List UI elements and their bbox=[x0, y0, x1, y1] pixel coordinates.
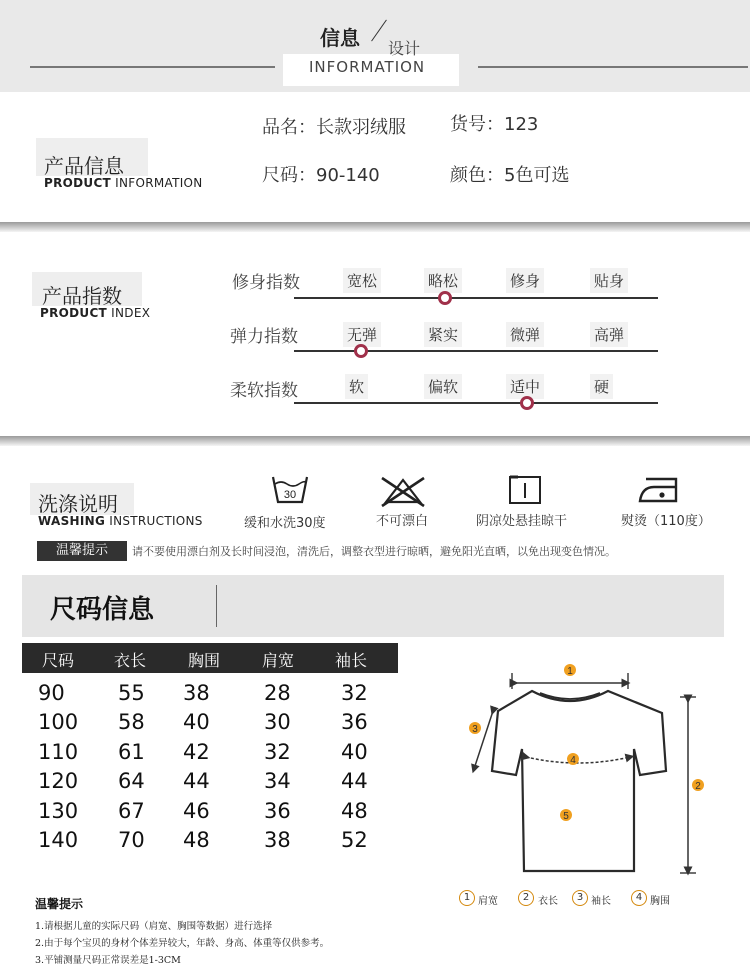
tshirt-diagram bbox=[440, 645, 740, 890]
table-cell: 100 bbox=[38, 710, 79, 734]
elasticity-index-track bbox=[294, 350, 658, 352]
note-line: 2.由于每个宝贝的身材个体差异较大，年龄、身高、体重等仅供参考。 bbox=[35, 938, 330, 949]
note-line: 3.平铺测量尺码正常误差是1-3CM bbox=[35, 955, 181, 966]
section-divider bbox=[0, 222, 750, 232]
line-dry-shade-icon bbox=[508, 475, 542, 505]
col-header-size: 尺码 bbox=[42, 651, 75, 670]
table-cell: 120 bbox=[38, 769, 79, 793]
table-cell: 64 bbox=[118, 769, 145, 793]
svg-text:5: 5 bbox=[563, 811, 569, 822]
table-cell: 70 bbox=[118, 828, 145, 852]
softness-index-marker bbox=[520, 396, 534, 410]
legend-label-chest: 胸围 bbox=[650, 896, 670, 907]
sleeve-arrow bbox=[474, 711, 493, 769]
table-cell: 34 bbox=[264, 769, 291, 793]
table-cell: 32 bbox=[341, 681, 368, 705]
table-cell: 30 bbox=[264, 710, 291, 734]
col-header-length: 衣长 bbox=[114, 651, 147, 670]
svg-text:4: 4 bbox=[570, 755, 576, 766]
elasticity-option-slight: 微弹 bbox=[506, 322, 544, 347]
table-cell: 58 bbox=[118, 710, 145, 734]
table-cell: 48 bbox=[183, 828, 210, 852]
tip-tag: 温馨提示 bbox=[37, 541, 127, 561]
fit-option-slightly-loose: 略松 bbox=[424, 268, 462, 293]
softness-option-medium: 适中 bbox=[506, 374, 544, 399]
wash-caption: 缓和水洗30度 bbox=[244, 516, 326, 531]
wash-30-icon bbox=[270, 474, 310, 506]
table-cell: 36 bbox=[264, 799, 291, 823]
product-size-range: 尺码：90-140 bbox=[262, 165, 380, 186]
softness-index-track bbox=[294, 402, 658, 404]
fit-option-slim: 修身 bbox=[506, 268, 544, 293]
size-info-title: 尺码信息 bbox=[50, 595, 155, 625]
elasticity-option-none: 无弹 bbox=[343, 322, 381, 347]
svg-text:2: 2 bbox=[695, 781, 701, 792]
fit-option-tight: 贴身 bbox=[590, 268, 628, 293]
table-cell: 44 bbox=[341, 769, 368, 793]
legend-label-sleeve: 袖长 bbox=[591, 896, 611, 907]
washing-label: 洗涤说明 bbox=[38, 492, 118, 516]
no-bleach-icon bbox=[378, 474, 428, 508]
iron-icon bbox=[636, 473, 688, 505]
header-rule-right bbox=[478, 66, 748, 68]
elasticity-option-high: 高弹 bbox=[590, 322, 628, 347]
table-cell: 40 bbox=[183, 710, 210, 734]
product-colors: 颜色：5色可选 bbox=[450, 165, 570, 186]
washing-label-en: WASHING INSTRUCTIONS bbox=[38, 514, 203, 528]
table-cell: 38 bbox=[183, 681, 210, 705]
iron-caption: 熨烫（110度） bbox=[621, 514, 711, 529]
tip-text: 请不要使用漂白剂及长时间浸泡，清洗后，调整衣型进行晾晒，避免阳光直晒，以免出现变色情况。 bbox=[132, 545, 616, 558]
table-cell: 52 bbox=[341, 828, 368, 852]
fit-option-loose: 宽松 bbox=[343, 268, 381, 293]
fit-index-marker bbox=[438, 291, 452, 305]
note-line: 1.请根据儿童的实际尺码（肩宽、胸围等数据）进行选择 bbox=[35, 921, 273, 932]
legend-num-3: 3 bbox=[572, 890, 588, 906]
table-cell: 55 bbox=[118, 681, 145, 705]
svg-text:3: 3 bbox=[472, 724, 478, 735]
fit-index-label: 修身指数 bbox=[232, 273, 300, 293]
header-english: INFORMATION bbox=[309, 58, 426, 76]
line-dry-caption: 阴凉处悬挂晾干 bbox=[476, 514, 568, 529]
table-cell: 38 bbox=[264, 828, 291, 852]
section-divider bbox=[0, 436, 750, 446]
product-info-label: 产品信息 bbox=[44, 154, 124, 178]
product-name: 品名：长款羽绒服 bbox=[262, 117, 406, 138]
table-cell: 36 bbox=[341, 710, 368, 734]
legend-label-length: 衣长 bbox=[538, 896, 558, 907]
header-subtitle: 设计 bbox=[388, 39, 421, 58]
table-cell: 42 bbox=[183, 740, 210, 764]
svg-text:1: 1 bbox=[567, 666, 573, 677]
size-info-separator bbox=[216, 585, 217, 627]
no-bleach-caption: 不可漂白 bbox=[376, 514, 429, 529]
col-header-chest: 胸围 bbox=[188, 651, 221, 670]
header-rule-left bbox=[30, 66, 275, 68]
table-cell: 32 bbox=[264, 740, 291, 764]
product-info-label-en: PRODUCT INFORMATION bbox=[44, 176, 203, 190]
elasticity-index-marker bbox=[354, 344, 368, 358]
product-code: 货号：123 bbox=[450, 114, 539, 135]
header-title: 信息 bbox=[320, 26, 360, 50]
table-cell: 140 bbox=[38, 828, 79, 852]
notes-title: 温馨提示 bbox=[35, 897, 84, 911]
table-cell: 46 bbox=[183, 799, 210, 823]
col-header-shoulder: 肩宽 bbox=[262, 651, 295, 670]
legend-num-1: 1 bbox=[459, 890, 475, 906]
tshirt-outline bbox=[492, 691, 666, 871]
product-index-label-en: PRODUCT INDEX bbox=[40, 306, 151, 320]
table-cell: 67 bbox=[118, 799, 145, 823]
legend-num-2: 2 bbox=[518, 890, 534, 906]
table-cell: 130 bbox=[38, 799, 79, 823]
table-cell: 44 bbox=[183, 769, 210, 793]
softness-option-soft: 软 bbox=[345, 374, 368, 399]
elasticity-index-label: 弹力指数 bbox=[230, 327, 298, 347]
softness-option-softish: 偏软 bbox=[424, 374, 462, 399]
table-cell: 28 bbox=[264, 681, 291, 705]
product-index-label: 产品指数 bbox=[42, 284, 122, 308]
softness-option-hard: 硬 bbox=[590, 374, 613, 399]
table-cell: 61 bbox=[118, 740, 145, 764]
legend-label-shoulder: 肩宽 bbox=[478, 896, 498, 907]
fit-index-track bbox=[294, 297, 658, 299]
elasticity-option-firm: 紧实 bbox=[424, 322, 462, 347]
table-cell: 40 bbox=[341, 740, 368, 764]
table-cell: 48 bbox=[341, 799, 368, 823]
wash-temp-text: 30 bbox=[283, 489, 297, 501]
legend-num-4: 4 bbox=[631, 890, 647, 906]
table-cell: 90 bbox=[38, 681, 65, 705]
table-cell: 110 bbox=[38, 740, 79, 764]
softness-index-label: 柔软指数 bbox=[230, 381, 298, 401]
col-header-sleeve: 袖长 bbox=[335, 651, 368, 670]
